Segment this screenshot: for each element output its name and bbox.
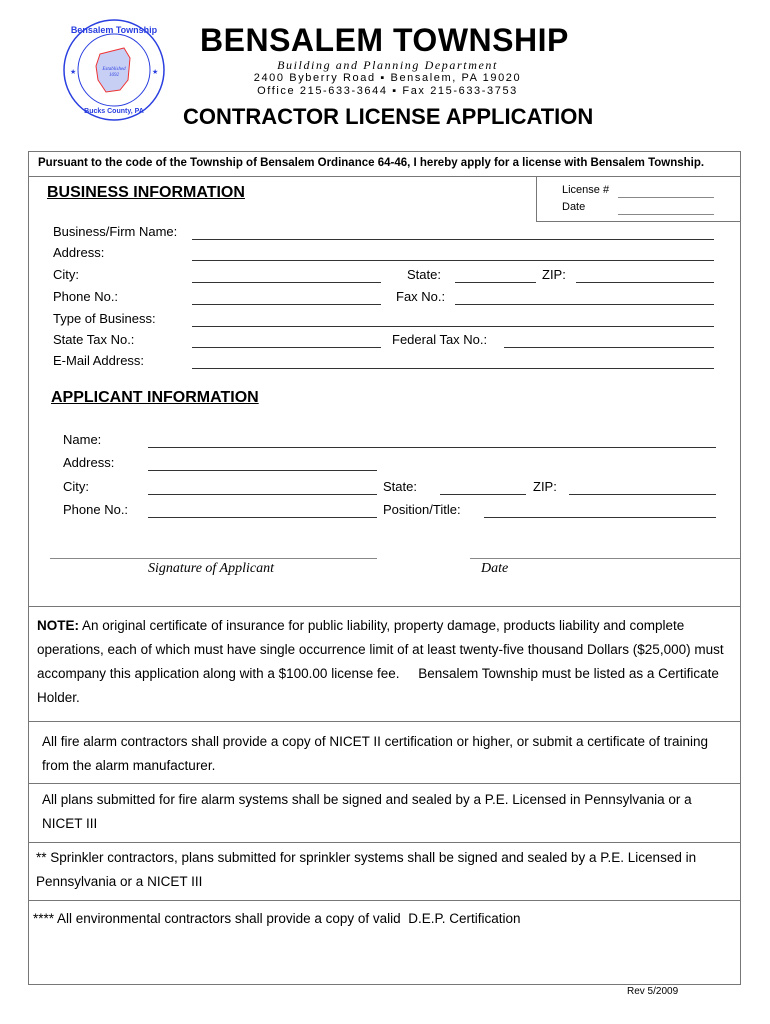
applicant-phone-label: Phone No.: bbox=[63, 502, 129, 517]
business-state-label: State: bbox=[407, 267, 441, 282]
applicant-city-label: City: bbox=[63, 479, 89, 494]
business-zip-label: ZIP: bbox=[542, 267, 566, 282]
email-label: E-Mail Address: bbox=[53, 353, 145, 368]
position-title-label: Position/Title: bbox=[383, 502, 461, 517]
svg-text:Established: Established bbox=[102, 67, 126, 72]
department-address: 2400 Byberry Road ▪ Bensalem, PA 19020 bbox=[253, 72, 522, 84]
insurance-note bbox=[37, 614, 727, 710]
note-text: An original certificate of insurance for public liability, property damage, products liability and complete operations, each of which must have single occurrence limit of at least twenty-five thousand Dollars ($25,000) must accompany this application along with a $100.00 license fee. Bensalem Township must be listed as a Certificate Holder. bbox=[37, 618, 728, 705]
applicant-phone-field[interactable] bbox=[148, 517, 377, 518]
applicant-state-label: State: bbox=[383, 479, 417, 494]
plans-note: All plans submitted for fire alarm systems shall be signed and sealed by a P.E. Licensed in Pennsylvania or a NICET III bbox=[42, 792, 692, 831]
svg-text:★: ★ bbox=[70, 69, 77, 76]
svg-text:★: ★ bbox=[152, 69, 159, 76]
department-phone: Office 215-633-3644 ▪ Fax 215-633-3753 bbox=[257, 85, 518, 97]
license-date-label: Date bbox=[562, 201, 586, 213]
environmental-note: **** All environmental contractors shall provide a copy of valid D.E.P. Certification bbox=[33, 911, 521, 926]
applicant-address-label: Address: bbox=[63, 455, 115, 470]
applicant-state-field[interactable] bbox=[440, 494, 526, 495]
business-phone-field[interactable] bbox=[192, 304, 381, 305]
applicant-address-field[interactable] bbox=[148, 470, 377, 471]
sprinkler-note: ** Sprinkler contractors, plans submitted for sprinkler systems shall be signed and sealed by a P.E. Licensed in Pennsylvania or a NICET III bbox=[36, 850, 697, 889]
applicant-name-label: Name: bbox=[63, 432, 102, 447]
divider bbox=[28, 721, 741, 722]
applicant-zip-field[interactable] bbox=[569, 494, 716, 495]
state-tax-field[interactable] bbox=[192, 347, 381, 348]
license-date-field[interactable] bbox=[618, 214, 714, 215]
signature-field[interactable] bbox=[50, 558, 377, 559]
pursuant-statement: Pursuant to the code of the Township of Bensalem Ordinance 64-46, I hereby apply for a license with Bensalem Township. bbox=[38, 157, 705, 169]
office-use-box bbox=[536, 176, 741, 222]
business-address-label: Address: bbox=[53, 245, 105, 260]
department-name: Building and Planning Department bbox=[277, 58, 498, 72]
signature-date-label: Date bbox=[481, 561, 509, 576]
business-address-field[interactable] bbox=[192, 260, 714, 261]
email-field[interactable] bbox=[192, 368, 714, 369]
divider bbox=[28, 900, 741, 901]
business-phone-label: Phone No.: bbox=[53, 289, 119, 304]
business-fax-label: Fax No.: bbox=[396, 289, 446, 304]
federal-tax-field[interactable] bbox=[504, 347, 714, 348]
note-label: NOTE: bbox=[37, 618, 79, 633]
applicant-city-field[interactable] bbox=[148, 494, 377, 495]
divider bbox=[28, 783, 741, 784]
business-zip-field[interactable] bbox=[576, 282, 714, 283]
business-fax-field[interactable] bbox=[455, 304, 714, 305]
form-title: CONTRACTOR LICENSE APPLICATION bbox=[183, 104, 594, 129]
organization-title: BENSALEM TOWNSHIP bbox=[200, 22, 569, 58]
federal-tax-label: Federal Tax No.: bbox=[392, 332, 488, 347]
position-title-field[interactable] bbox=[484, 517, 716, 518]
firm-name-field[interactable] bbox=[192, 239, 714, 240]
applicant-section-heading: APPLICANT INFORMATION bbox=[51, 389, 259, 406]
business-state-field[interactable] bbox=[455, 282, 536, 283]
divider bbox=[28, 842, 741, 843]
divider bbox=[28, 606, 741, 607]
signature-date-field[interactable] bbox=[470, 558, 740, 559]
business-section-heading: BUSINESS INFORMATION bbox=[47, 184, 245, 201]
business-city-label: City: bbox=[53, 267, 79, 282]
business-city-field[interactable] bbox=[192, 282, 381, 283]
svg-text:Bensalem Township: Bensalem Township bbox=[70, 25, 158, 35]
license-number-label: License # bbox=[562, 184, 610, 196]
fire-alarm-note: All fire alarm contractors shall provide a copy of NICET II certification or higher, or submit a certificate of training from the alarm manufacturer. bbox=[42, 734, 709, 773]
business-type-label: Type of Business: bbox=[53, 311, 156, 326]
svg-text:Bucks County, PA: Bucks County, PA bbox=[84, 108, 144, 115]
applicant-zip-label: ZIP: bbox=[533, 479, 557, 494]
firm-name-label: Business/Firm Name: bbox=[53, 224, 178, 239]
svg-text:1692: 1692 bbox=[109, 73, 119, 78]
revision-label: Rev 5/2009 bbox=[627, 986, 679, 997]
applicant-name-field[interactable] bbox=[148, 447, 716, 448]
business-type-field[interactable] bbox=[192, 326, 714, 327]
state-tax-label: State Tax No.: bbox=[53, 332, 135, 347]
license-number-field[interactable] bbox=[618, 197, 714, 198]
signature-label: Signature of Applicant bbox=[148, 561, 274, 576]
